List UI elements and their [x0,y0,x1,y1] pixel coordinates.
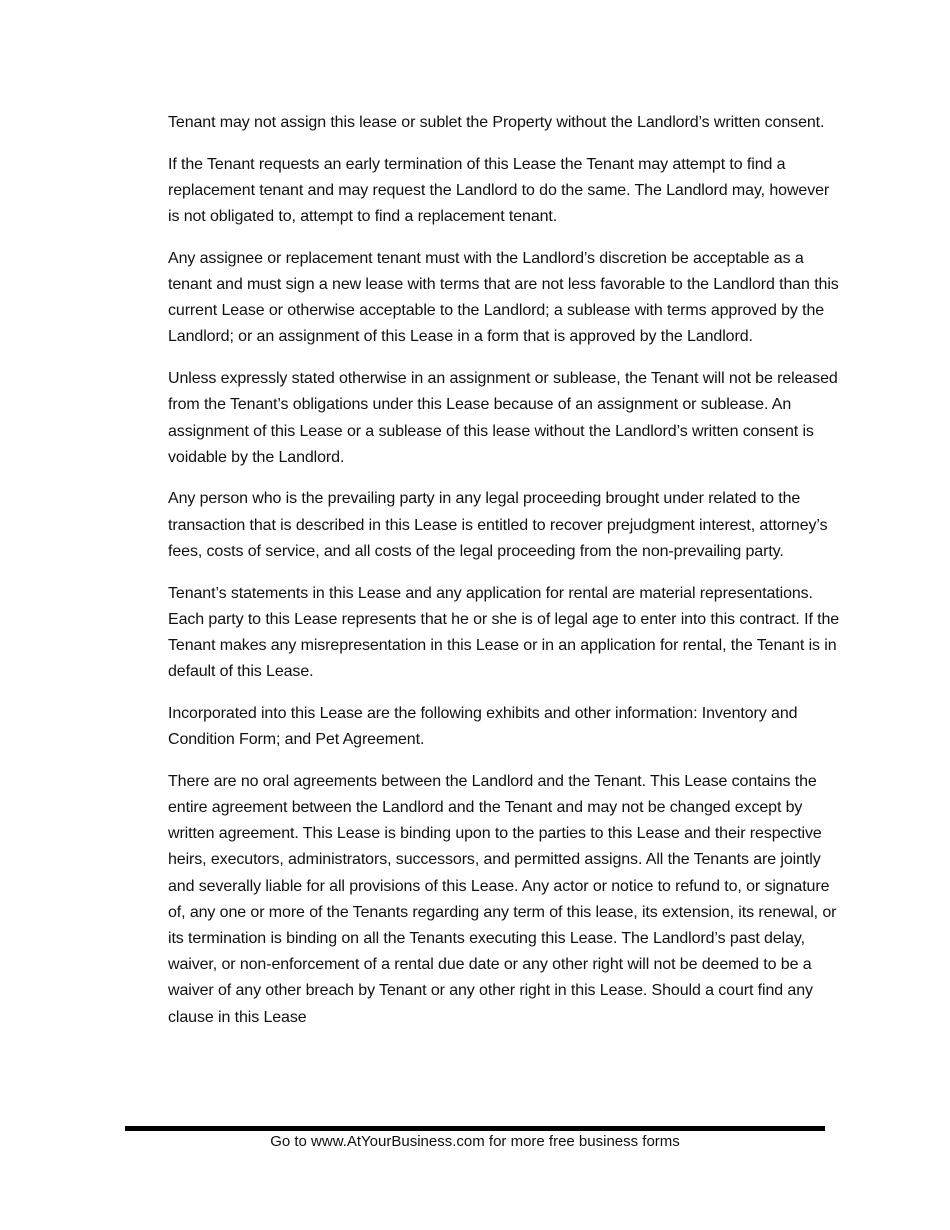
paragraph-legal-proceedings: Any person who is the prevailing party in any legal proceeding brought under related to the transaction that is described in this Lease is entitled to recover prejudgment interest, attorney’s fees, costs of service, and all costs of the legal proceeding from the non-prevailing party. [168,490,828,560]
document-body [168,110,844,1046]
paragraph-exhibits: Incorporated into this Lease are the following exhibits and other information: Inventory and Condition Form; and Pet Agreement. [168,704,798,749]
paragraph-assignee-requirements: Any assignee or replacement tenant must with the Landlord’s discretion be acceptable as a tenant and must sign a new lease with terms that are not less favorable to the Landlord than this current Lease or otherwise acceptable to the Landlord; a sublease with terms approved by the Landlord; or an assignment of this Lease in a form that is approved by the Landlord. [168,249,839,346]
paragraph-assignment-consent: Tenant may not assign this lease or sublet the Property without the Landlord’s written consent. [168,114,825,131]
paragraph-entire-agreement: There are no oral agreements between the Landlord and the Tenant. This Lease contains the entire agreement between the Landlord and the Tenant and may not be changed except by written agreement. This Lease is binding upon to the parties to this Lease and their respective heirs, executors, administrators, successors, and permitted assigns. All the Tenants are jointly and severally liable for all provisions of this Lease. Any actor or notice to refund to, or signature of, any one or more of the Tenants regarding any term of this lease, its extension, its renewal, or its termination is binding on all the Tenants executing this Lease. The Landlord’s past delay, waiver, or non-enforcement of a rental due date or any other right will not be deemed to be a waiver of any other breach by Tenant or any other right in this Lease. Should a court find any clause in this Lease [168,772,837,1026]
paragraph-early-termination: If the Tenant requests an early termination of this Lease the Tenant may attempt to find a replacement tenant and may request the Landlord to do the same. The Landlord may, however is not obligated to, attempt to find a replacement tenant. [168,155,830,226]
paragraph-tenant-obligations: Unless expressly stated otherwise in an assignment or sublease, the Tenant will not be released from the Tenant’s obligations under this Lease because of an assignment or sublease. An assignment of this Lease or a sublease of this lease without the Landlord’s written consent is voidable by the Landlord. [168,370,838,466]
footer-link-text[interactable]: Go to www.AtYourBusiness.com for more free business forms [270,1133,680,1150]
paragraph-representations: Tenant’s statements in this Lease and any application for rental are material representations. Each party to this Lease represents that he or she is of legal age to enter into this contract. If the Tenant makes any misrepresentation in this Lease or in an application for rental, the Tenant is in default of this Lease. [168,584,840,681]
